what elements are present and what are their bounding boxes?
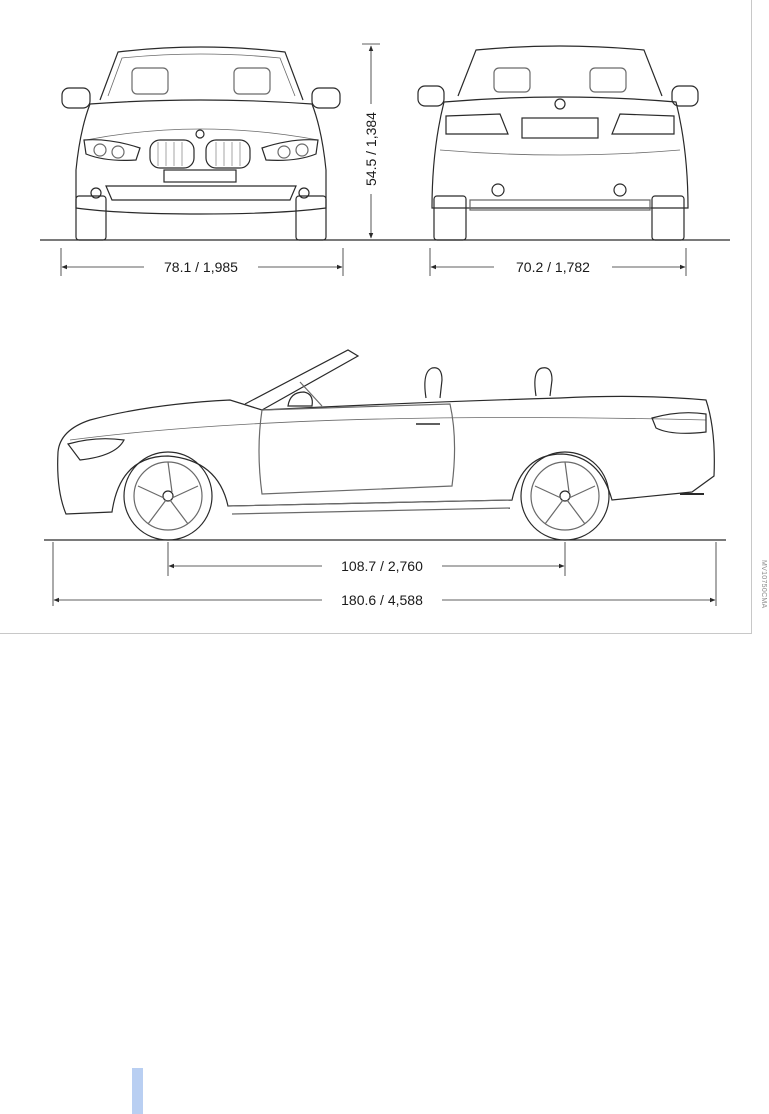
height-dimension [362, 44, 380, 238]
rear-track-dimension [430, 248, 686, 276]
rear-track-dimension-label: 70.2 / 1,782 [516, 259, 590, 275]
length-dimension-label: 180.6 / 4,588 [341, 592, 423, 608]
front-width-dimension-label: 78.1 / 1,985 [164, 259, 238, 275]
image-code-label: MV10750CMA [760, 560, 767, 609]
front-view-illustration [62, 47, 340, 240]
length-dimension [53, 542, 716, 608]
front-width-dimension [61, 248, 343, 276]
height-dimension-label: 54.5 / 1,384 [363, 112, 379, 186]
wheelbase-dimension-label: 108.7 / 2,760 [341, 558, 423, 574]
side-view-illustration [58, 350, 715, 540]
rear-view-illustration [418, 46, 698, 240]
image-code [753, 560, 769, 640]
page-marker-bar [132, 1068, 143, 1114]
wheelbase-dimension [168, 542, 565, 576]
